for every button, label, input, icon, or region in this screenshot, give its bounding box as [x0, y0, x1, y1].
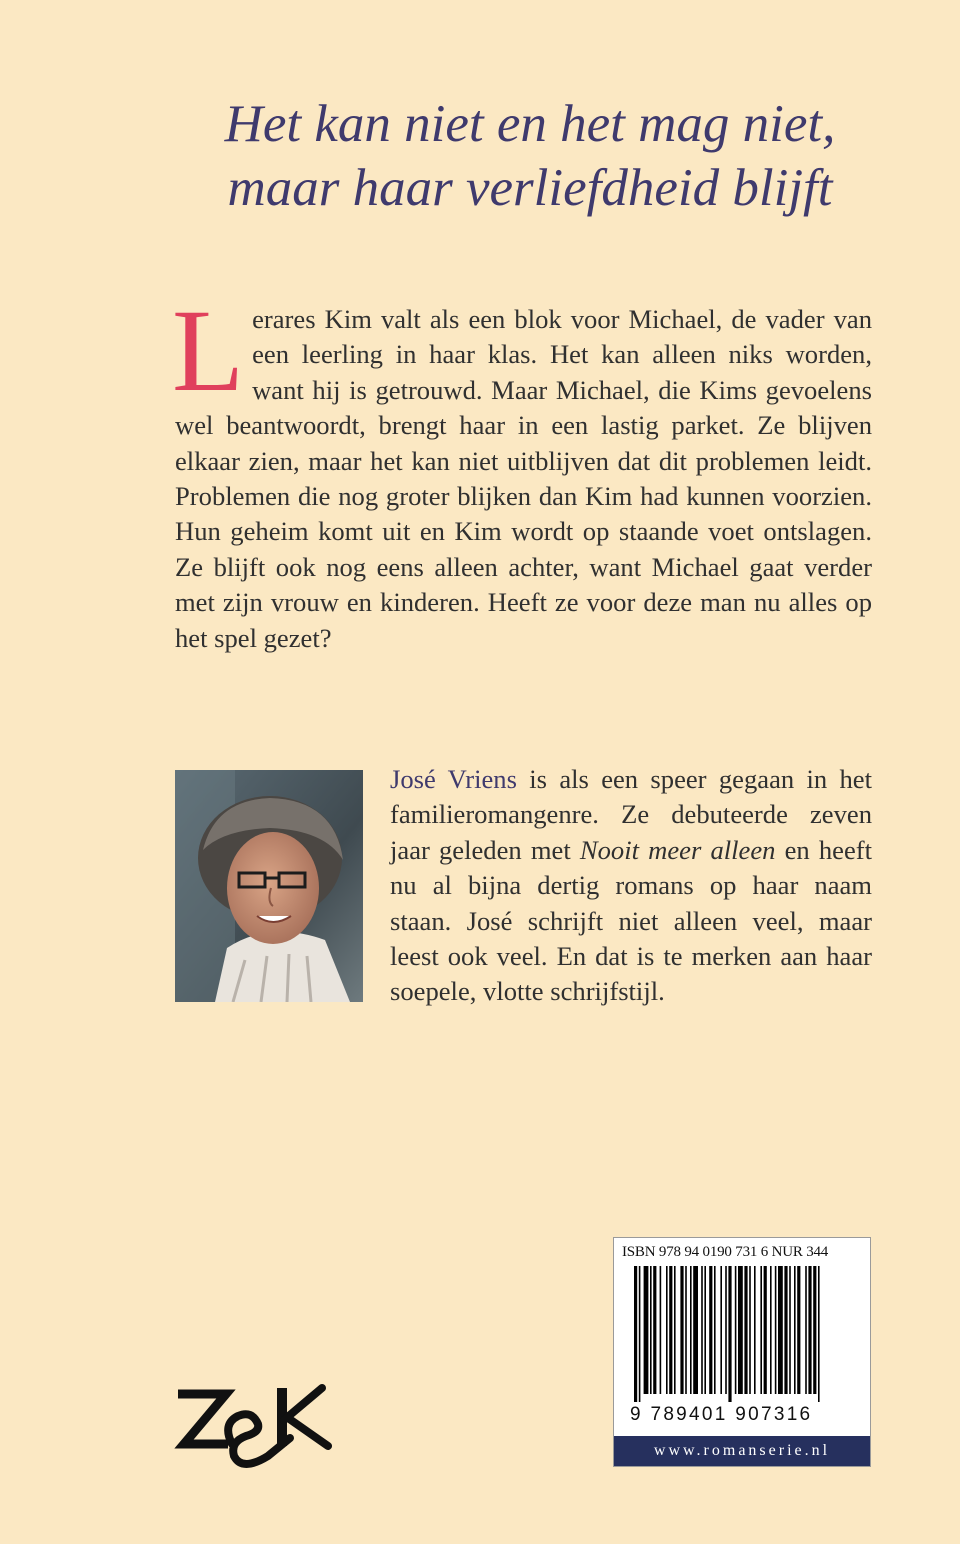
publisher-url: www.romanserie.nl: [614, 1436, 870, 1466]
blurb-text: erares Kim valt als een blok voor Michael, de vader van een leerling in haar klas. Het kan alleen niks worden, want hij is getrouwd. Maar Michael, die Kims gevoelens wel beantwoordt, brengt haar in een lastig parket. Ze blijven elkaar zien, maar het kan niet uitblijven dat dit problemen leidt. Problemen die nog groter blijken dan Kim had kunnen voorzien. Hun geheim komt uit en Kim wordt op staande voet ontslagen. Ze blijft ook nog eens alleen achter, want Michael gaat verder met zijn vrouw en kinderen. Heeft ze voor deze man nu alles op het spel gezet?: [175, 304, 872, 653]
barcode-box: [613, 1237, 871, 1467]
tagline: [150, 92, 910, 220]
barcode-icon: [622, 1266, 864, 1402]
author-bio-text-1: is als een speer gegaan in het familieromangenre. Ze debuteerde zeven jaar geleden met: [390, 764, 872, 865]
barcode-digits: 9 789401 907316: [630, 1404, 813, 1425]
author-bio-text-2: en heeft nu al bijna dertig romans op haar naam staan. José schrijft niet alleen veel, maar leest ook veel. En dat is te merken aan haar soepele, vlotte schrijfstijl.: [390, 834, 873, 1007]
author-name: José Vriens: [390, 764, 517, 794]
tagline-line-2: maar haar verliefdheid blijft: [227, 159, 833, 217]
author-bio: [390, 762, 872, 1010]
isbn-line: ISBN 978 94 0190 731 6 NUR 344: [622, 1244, 829, 1260]
author-photo: [175, 770, 363, 1002]
publisher-logo: [172, 1380, 332, 1470]
blurb-paragraph: [172, 285, 872, 656]
tagline-line-1: Het kan niet en het mag niet,: [224, 95, 836, 153]
drop-cap: L: [172, 285, 245, 416]
book-title: Nooit meer alleen: [579, 834, 776, 865]
